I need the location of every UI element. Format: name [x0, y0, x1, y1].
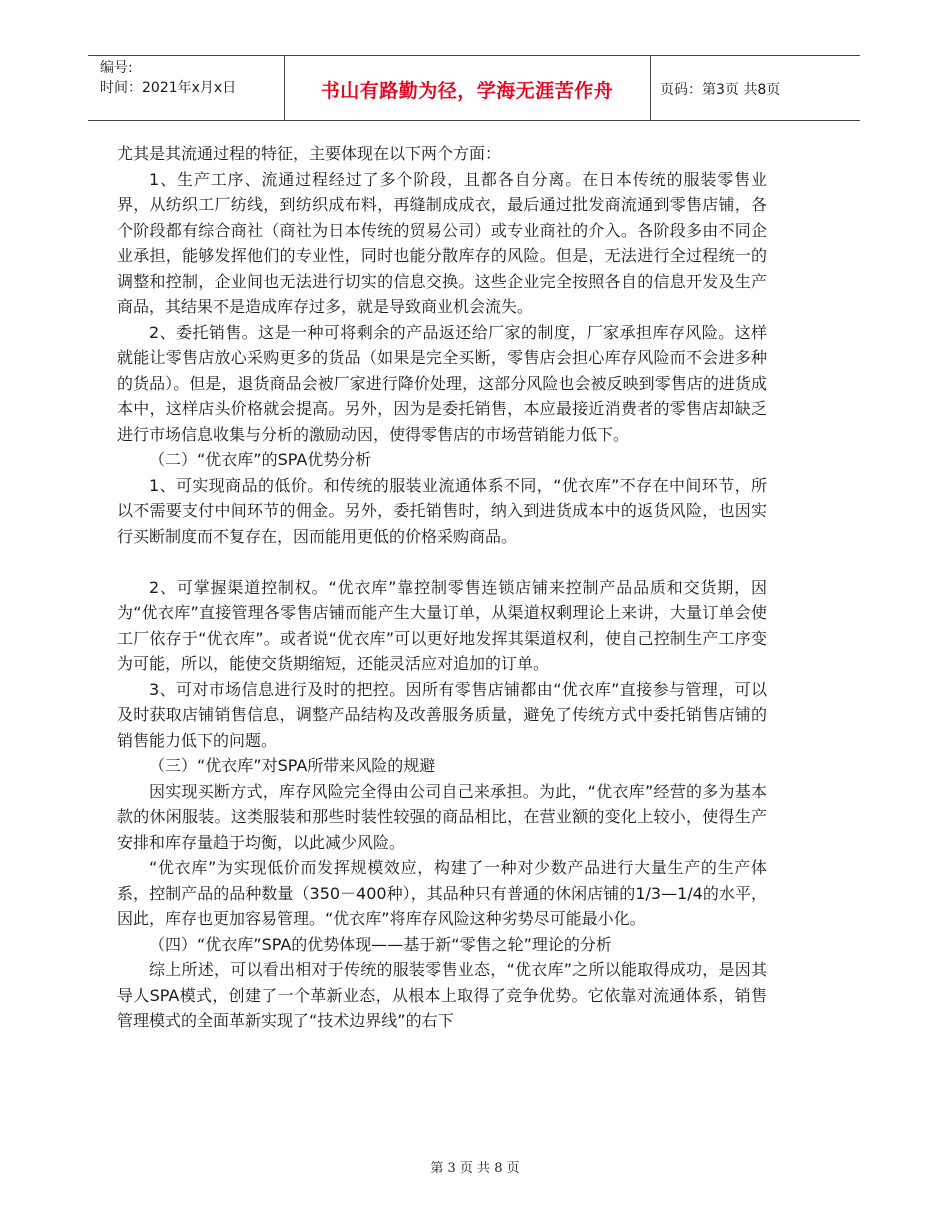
section-heading: （四）“优衣库”SPA的优势体现——基于新“零售之轮”理论的分析 — [149, 934, 612, 954]
section-heading: （二）“优衣库”的SPA优势分析 — [149, 450, 372, 469]
serial-number-label: 编号: — [100, 60, 133, 76]
date-label: 时间：2021年x月x日 — [100, 80, 237, 96]
paragraph: 尤其是其流通过程的特征，主要体现在以下两个方面： — [117, 144, 502, 163]
paragraph: “优衣库”为实现低价而发挥规模效应，构建了一种对少数产品进行大量生产的生产体系，控制产品的品种数量（350－400种），其品种只有普通的休闲店铺的1/3—1/4的水平，因此，库存也更加容易管理。“优衣库”将库存风险这种劣势尽可能最小化。 — [117, 858, 767, 928]
paragraph: 1、生产工序、流通过程经过了多个阶段，且都各自分离。在日本传统的服装零售业界，从纺织工厂纺线，到纺织成布料，再缝制成成衣，最后通过批发商流通到零售店铺，各个阶段都有综合商社（商社为日本传统的贸易公司）或专业商社的介入。各阶段多由不同企业承担，能够发挥他们的专业性，同时也能分散库存的风险。但是，无法进行全过程统一的调整和控制，企业间也无法进行切实的信息交换。这些企业完全按照各自的信息开发及生产商品，其结果不是造成库存过多，就是导致商业机会流失。 — [117, 169, 767, 316]
header-motto: 书山有路勤为径，学海无涯苦作舟 — [320, 80, 614, 102]
page-footer: 第 3 页 共 8 页 — [430, 1161, 520, 1176]
page-header — [88, 55, 860, 121]
header-divider — [650, 56, 651, 120]
section-heading: （三）“优衣库”对SPA所带来风险的规避 — [149, 756, 436, 775]
paragraph: 2、委托销售。这是一种可将剩余的产品返还给厂家的制度，厂家承担库存风险。这样就能让零售店放心采购更多的货品（如果是完全买断，零售店会担心库存风险而不会进多种的货品）。但是，退货商品会被厂家进行降价处理，这部分风险也会被反映到零售店的进货成本中，这样店头价格就会提高。另外，因为是委托销售，本应最接近消费者的零售店却缺乏进行市场信息收集与分析的激励动因，使得零售店的市场营销能力低下。 — [117, 322, 767, 444]
paragraph: 3、可对市场信息进行及时的把控。因所有零售店铺都由“优衣库”直接参与管理，可以及时获取店铺销售信息，调整产品结构及改善服务质量，避免了传统方式中委托销售店铺的销售能力低下的问题。 — [117, 679, 767, 750]
paragraph: 1、可实现商品的低价。和传统的服装业流通体系不同，“优衣库”不存在中间环节，所以不需要支付中间环节的佣金。另外，委托销售时，纳入到进货成本中的返货风险，也因实行买断制度而不复存在，因而能用更低的价格采购商品。 — [117, 475, 767, 546]
header-page-info: 页码：第3页 共8页 — [660, 82, 781, 98]
paragraph: 综上所述，可以看出相对于传统的服装零售业态，“优衣库”之所以能取得成功，是因其导人SPA模式，创建了一个革新业态，从根本上取得了竞争优势。它依靠对流通体系，销售管理模式的全面革新实现了“技术边界线”的右下 — [117, 960, 767, 1030]
paragraph: 2、可掌握渠道控制权。“优衣库”靠控制零售连锁店铺来控制产品品质和交货期，因为“优衣库”直接管理各零售店铺而能产生大量订单，从渠道权剩理论上来讲，大量订单会使工厂依存于“优衣库”。或者说“优衣库”可以更好地发挥其渠道权利，使自己控制生产工序变为可能，所以，能使交货期缩短，还能灵活应对追加的订单。 — [117, 577, 767, 673]
paragraph: 因实现买断方式，库存风险完全得由公司自己来承担。为此，“优衣库”经营的多为基本款的休闲服装。这类服装和那些时装性较强的商品相比，在营业额的变化上较小，使得生产安排和库存量趋于均衡，以此减少风险。 — [117, 781, 767, 852]
header-meta — [100, 58, 236, 98]
document-body — [117, 141, 767, 1034]
